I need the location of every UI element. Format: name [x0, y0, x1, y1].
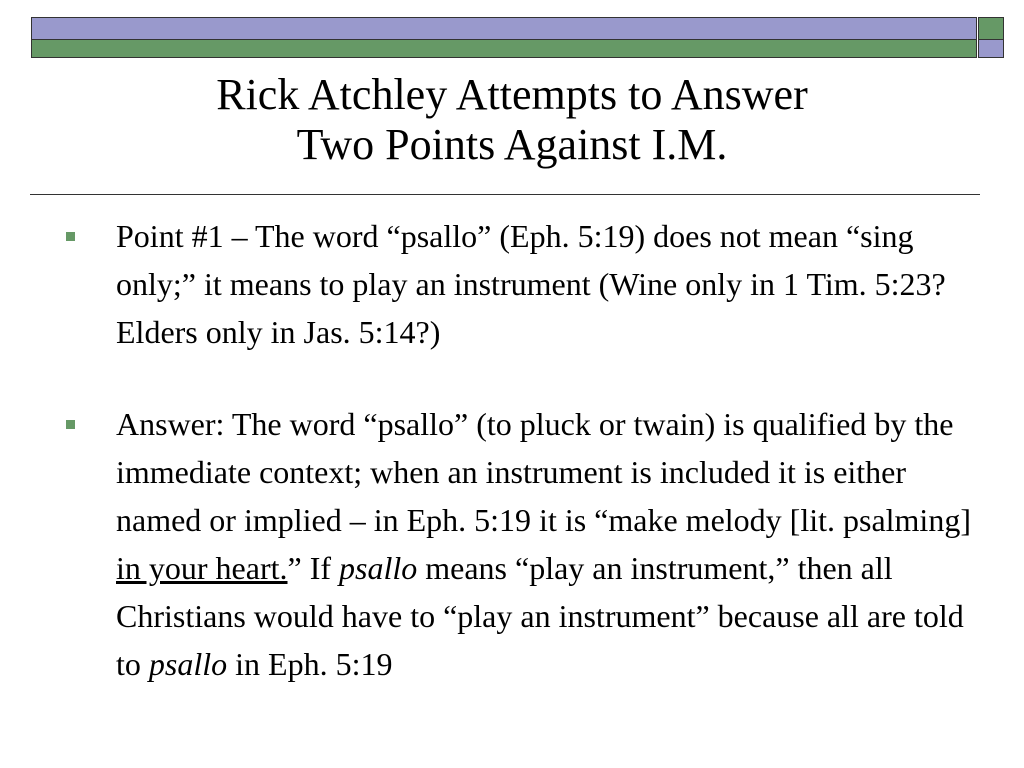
italic-term: psallo [148, 646, 228, 682]
underlined-phrase: in your heart. [116, 550, 288, 586]
bullet-text-2-part2: ” If [287, 550, 340, 586]
italic-term: psallo [339, 550, 418, 586]
bullet-list [60, 212, 980, 688]
header-bar-top [31, 17, 977, 40]
title-line-1: Rick Atchley Attempts to Answer [216, 70, 808, 119]
title-line-2: Two Points Against I.M. [296, 120, 728, 169]
bullet-text-2-part1: Answer: The word “psallo” (to pluck or twain) is qualified by the immediate context; when an instrument is included it is either named or implied – in Eph. 5:19 it is “make melody [lit. psalming] [116, 406, 971, 538]
bullet-text-2-part4: in Eph. 5:19 [227, 646, 393, 682]
bullet-item-1 [60, 212, 980, 356]
bullet-text-1: Point #1 – The word “psallo” (Eph. 5:19) does not mean “sing only;” it means to play an instrument (Wine only in 1 Tim. 5:23? Elders only in Jas. 5:14?) [116, 218, 946, 350]
bullet-item-2 [60, 400, 980, 688]
square-bullet-icon [66, 420, 75, 429]
slide-title [0, 70, 1024, 170]
header-square-bottom [978, 40, 1004, 58]
header-bar-bottom [31, 40, 977, 58]
title-divider [30, 194, 980, 195]
square-bullet-icon [66, 232, 75, 241]
bullet-text-2-part3: means “play an instrument,” then all Christians would have to “play an instrument” because all are told to [116, 550, 964, 682]
header-square-top [978, 17, 1004, 40]
